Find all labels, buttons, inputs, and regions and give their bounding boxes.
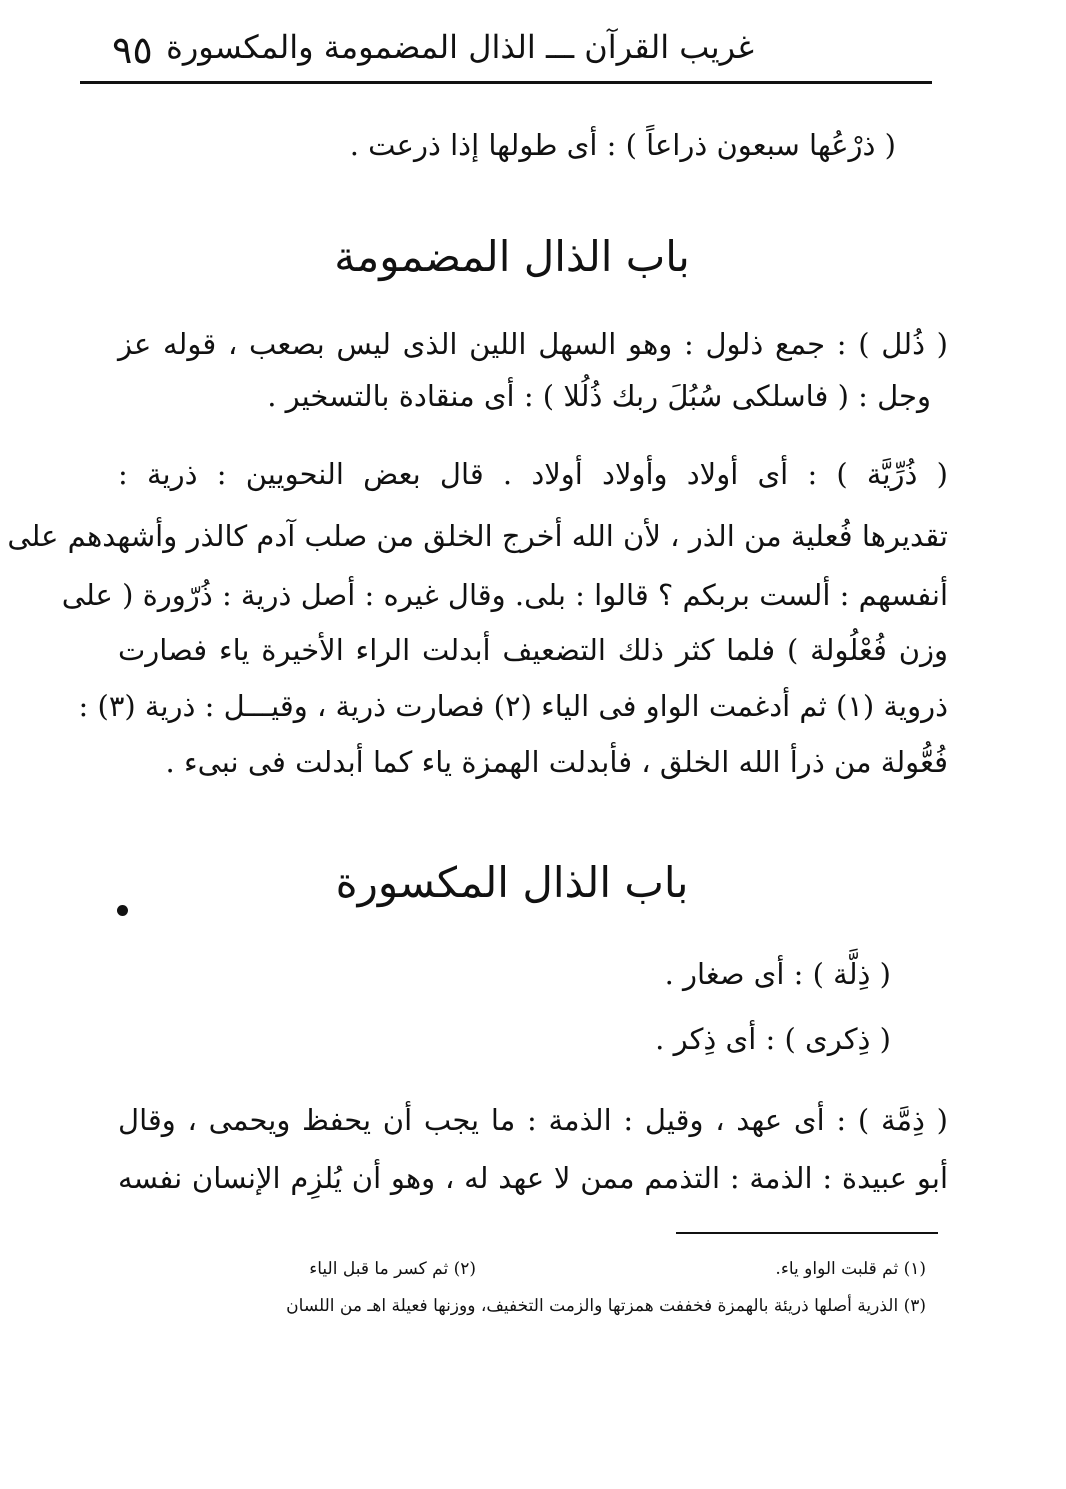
footnote-1: (١) ثم قلبت الواو ياء.: [775, 1259, 926, 1279]
entry-dhimma-line-2: أبو عبيدة : الذمة : التذمم ممن لا عهد له ، وهو أن يُلزِم الإنسان نفسه: [118, 1161, 948, 1195]
entry-dhimma-line-1: ( ذِمَّة ) : أى عهد ، وقيل : الذمة : ما يجب أن يحفظ ويحمى ، وقال: [118, 1103, 948, 1137]
entry-dhurriya-line-5: ذروية (١) ثم أدغمت الواو فى الياء (٢) فصارت ذرية ، وقيـــل : ذرية (٣) :: [78, 689, 948, 723]
entry-dhurriya-line-3: أنفسهم : ألست بربكم ؟ قالوا : بلى. وقال غيره : أصل ذرية : ذُرّورة ( على: [61, 578, 948, 612]
entry-dhurriya-line-2: تقديرها فُعلية من الذر ، لأن الله أخرج الخلق من صلب آدم كالذر وأشهدهم على: [7, 519, 948, 553]
stray-dot: [117, 905, 128, 916]
intro-line: ( ذرْعُها سبعون ذراعاً ) : أى طولها إذا ذرعت .: [349, 128, 896, 162]
entry-dhurriya-line-6: فُعُّولة من ذرأ الله الخلق ، فأبدلت الهمزة ياء كما أبدلت فى نبىء .: [165, 745, 948, 779]
header-rule: [80, 81, 932, 84]
entry-dhurriya-line-4: وزن فُعْلُولة ) فلما كثر ذلك التضعيف أبدلت الراء الأخيرة ياء فصارت: [118, 633, 948, 667]
entry-dhilla: ( ذِلَّة ) : أى صغار .: [664, 957, 891, 991]
footnote-rule: [676, 1232, 938, 1234]
entry-dhulul-line-1: ( ذُلل ) : جمع ذلول : وهو السهل اللين الذى ليس بصعب ، قوله عز: [118, 327, 948, 361]
footnote-2: (٢) ثم كسر ما قبل الياء: [309, 1259, 476, 1279]
entry-dhulul-line-2: وجل : ( فاسلكى سُبُلَ ربك ذُلُلا ) : أى منقادة بالتسخير .: [267, 379, 931, 413]
entry-dhurriya-line-1: ( ذُرِّيَّة ) : أى أولاد وأولاد أولاد . قال بعض النحويين : ذرية :: [118, 457, 948, 491]
section-title-maksura: باب الذال المكسورة: [335, 858, 689, 907]
page-number: ٩٥: [112, 28, 153, 72]
entry-dhikra: ( ذِكرى ) : أى ذِكر .: [655, 1022, 891, 1056]
section-title-madmuma: باب الذال المضمومة: [334, 232, 690, 281]
footnote-3: (٣) الذرية أصلها ذريئة بالهمزة فخففت همزتها والزمت التخفيف، ووزنها فعيلة اهـ من اللسان: [286, 1296, 926, 1316]
running-title: غريب القرآن ـــ الذال المضمومة والمكسورة: [166, 28, 754, 66]
